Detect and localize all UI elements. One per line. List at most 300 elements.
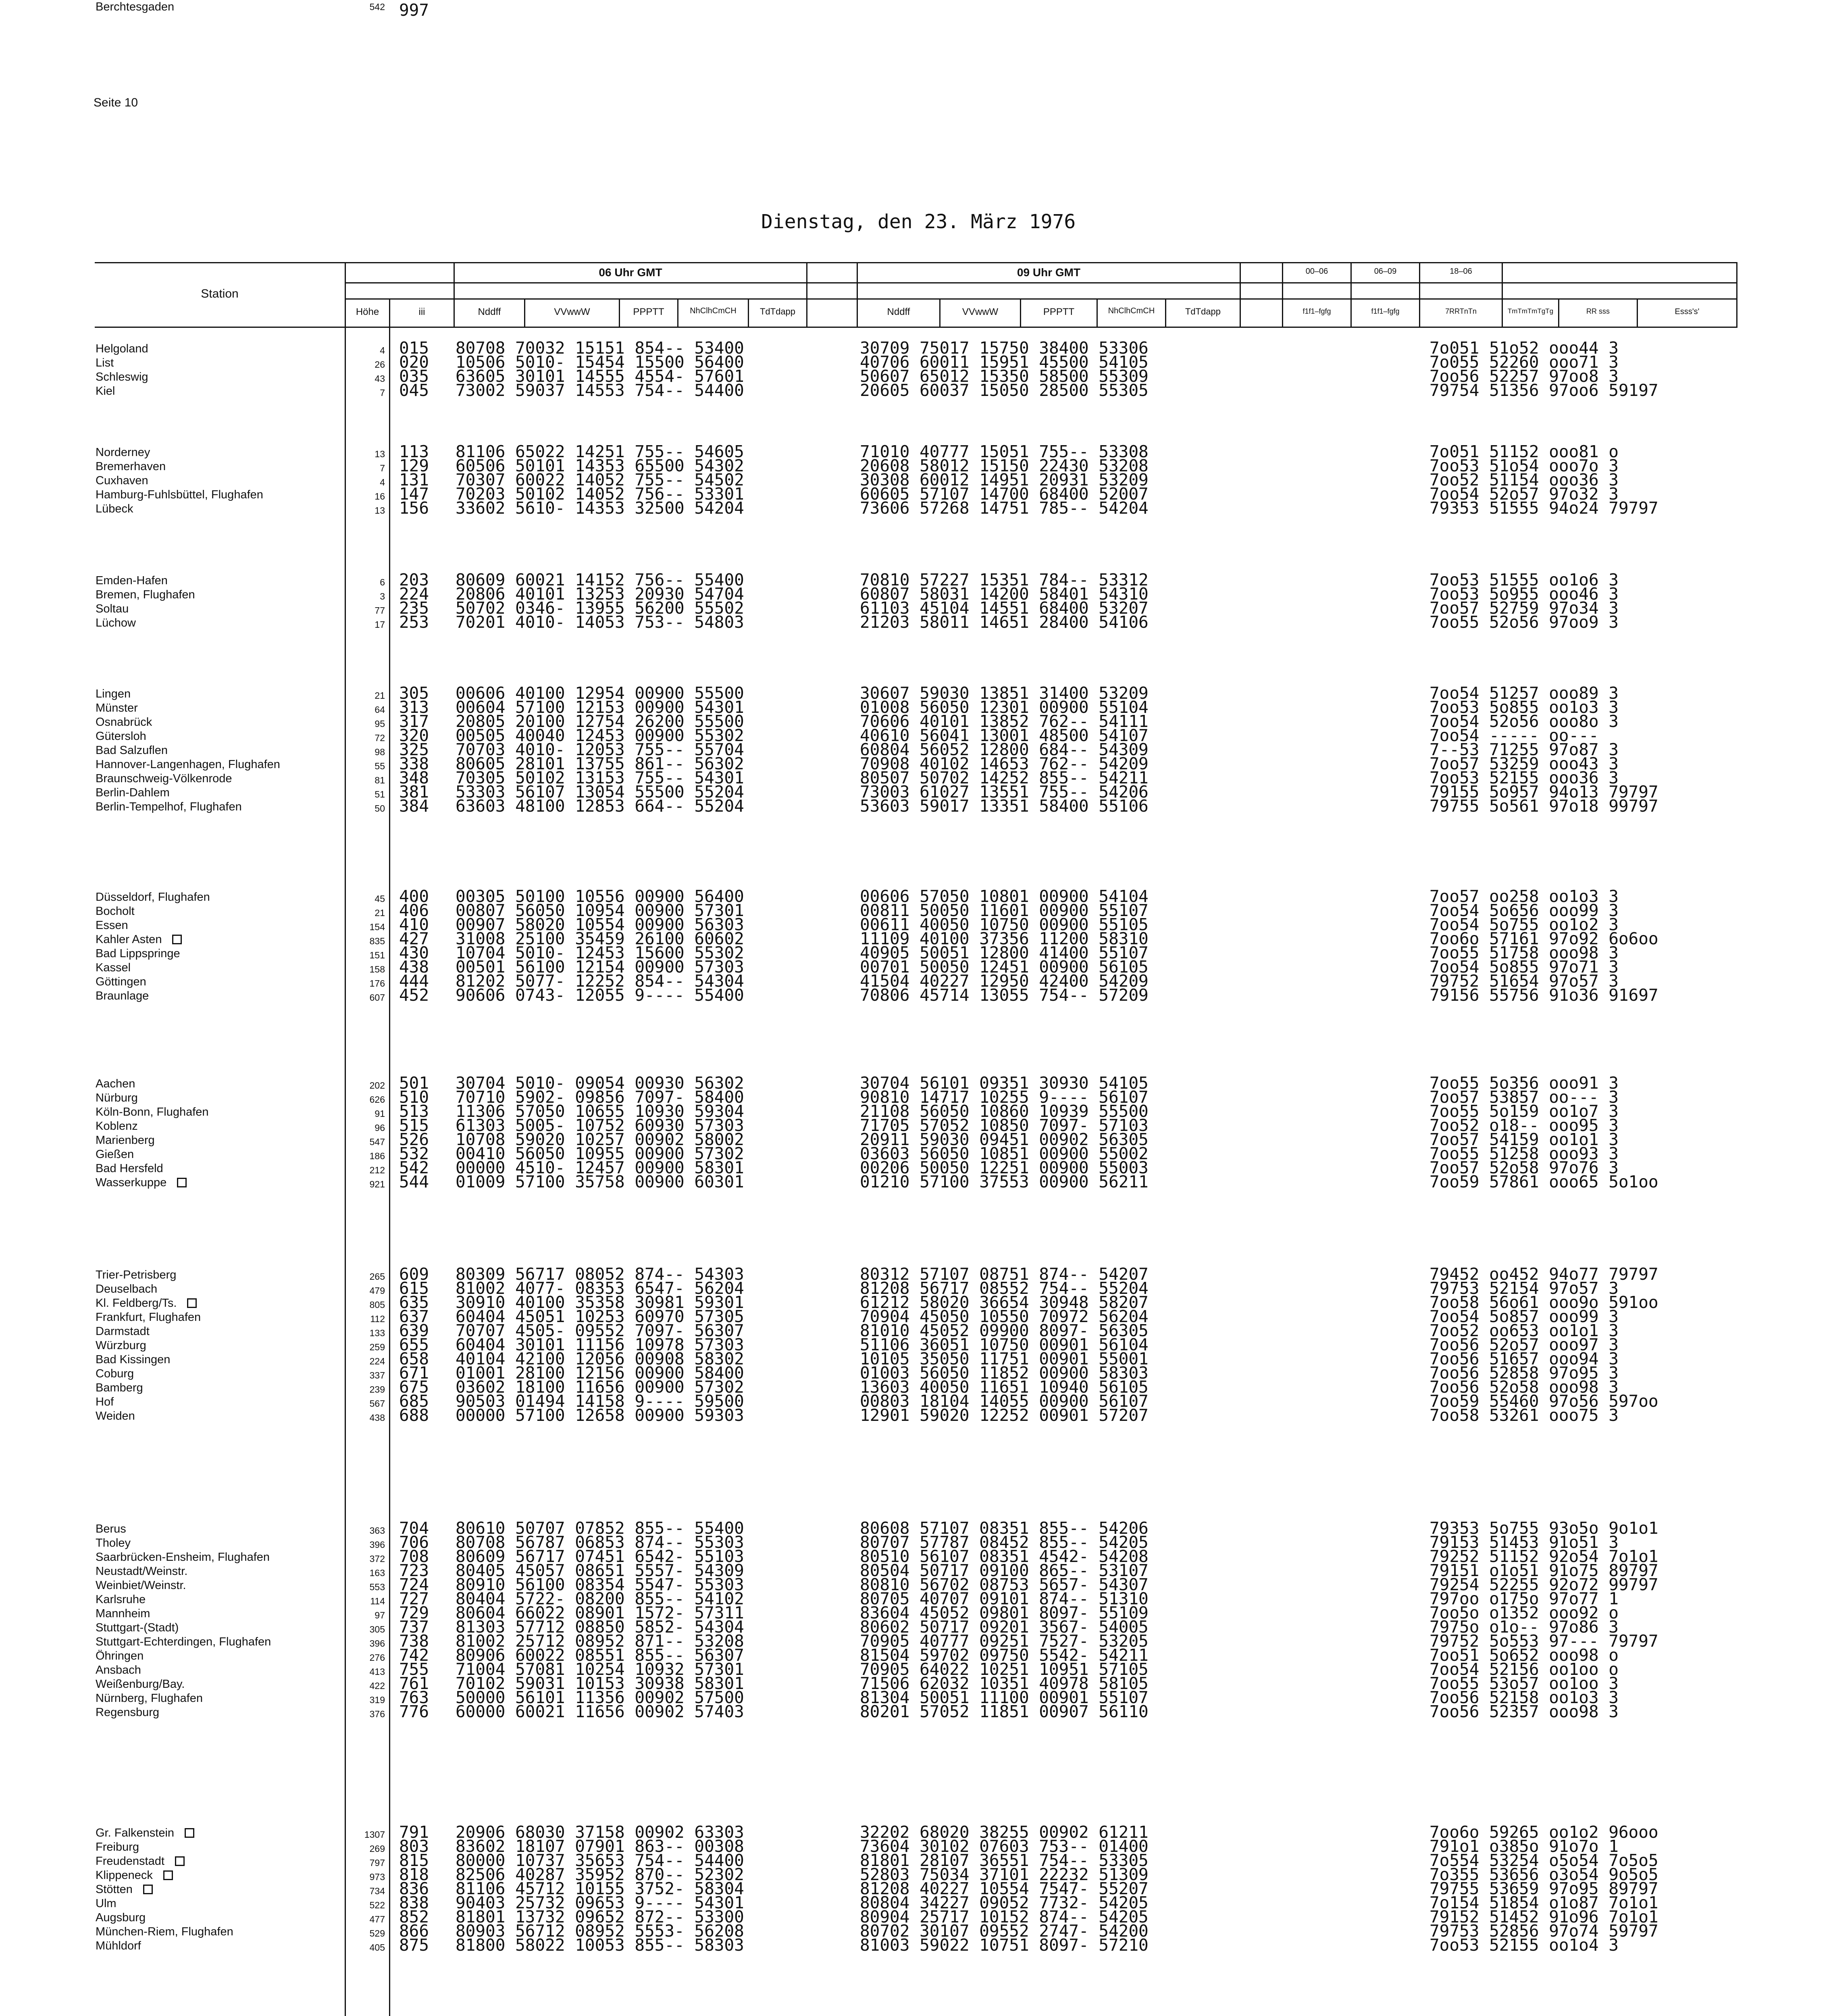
station-elevation: 3 bbox=[380, 591, 385, 602]
station-id: 776 bbox=[399, 1702, 429, 1721]
obs-09-values: 40905 50051 12800 41400 55107 bbox=[860, 943, 1149, 962]
daily-summary-values: 7oo53 51555 oo1o6 3 bbox=[1429, 570, 1619, 589]
station-id: 737 bbox=[399, 1617, 429, 1637]
station-name: Ansbach bbox=[96, 1664, 141, 1677]
station-name: Kl. Feldberg/Ts. bbox=[96, 1296, 337, 1310]
obs-06-values: 60404 30101 11156 10978 57303 bbox=[456, 1335, 744, 1354]
obs-06-values: 33602 5610- 14353 32500 54204 bbox=[456, 498, 744, 518]
station-id: 156 bbox=[399, 498, 429, 518]
obs-06-values: 10506 5010- 15454 15500 56400 bbox=[456, 352, 744, 372]
station-elevation: 55 bbox=[375, 761, 385, 771]
station-name: Wasserkuppe bbox=[96, 1176, 337, 1189]
obs-09-values: 50607 65012 15350 58500 55309 bbox=[860, 367, 1149, 386]
station-id: 515 bbox=[399, 1116, 429, 1135]
station-name: Weiden bbox=[96, 1410, 135, 1422]
station-id: 708 bbox=[399, 1547, 429, 1566]
daily-summary-values: 7o051 51152 ooo81 o bbox=[1429, 442, 1619, 461]
daily-summary-values: 7oo6o 59265 oo1o2 96ooo bbox=[1429, 1822, 1658, 1842]
ttdapp-header-06: TdTdapp bbox=[759, 306, 796, 317]
station-id: 818 bbox=[399, 1865, 429, 1884]
station-id: 131 bbox=[399, 470, 429, 489]
daily-summary-values: 79753 52856 97o74 59797 bbox=[1429, 1921, 1658, 1941]
daily-summary-values: 7oo54 51257 ooo89 3 bbox=[1429, 683, 1619, 703]
station-name: Stuttgart-Echterdingen, Flughafen bbox=[96, 1635, 271, 1648]
daily-summary-values: 7oo57 53857 oo--- 3 bbox=[1429, 1087, 1619, 1107]
obs-06-values: 80708 70032 15151 854-- 53400 bbox=[456, 338, 744, 358]
station-elevation: 133 bbox=[369, 1328, 385, 1338]
daily-summary-values: 7oo55 51758 ooo98 3 bbox=[1429, 943, 1619, 962]
station-id: 671 bbox=[399, 1363, 429, 1383]
station-elevation: 265 bbox=[369, 1271, 385, 1282]
station-elevation: 186 bbox=[369, 1151, 385, 1161]
obs-09-values: 03603 56050 10851 00900 55002 bbox=[860, 1144, 1149, 1163]
gust-header-2: f1f1–fgfg bbox=[1371, 307, 1400, 315]
station-elevation: 97 bbox=[375, 1610, 385, 1620]
obs-06-values: 63603 48100 12853 664-- 55204 bbox=[456, 796, 744, 816]
obs-06-values: 50702 0346- 13955 56200 55502 bbox=[456, 598, 744, 618]
station-name: Bad Hersfeld bbox=[96, 1162, 163, 1175]
period-18-06-header: 18–06 bbox=[1450, 267, 1472, 276]
station-id: 444 bbox=[399, 971, 429, 991]
date-title: Dienstag, den 23. März 1976 bbox=[761, 210, 1076, 233]
obs-06-values: 31008 25100 35459 26100 60602 bbox=[456, 929, 744, 948]
station-elevation: 81 bbox=[375, 775, 385, 785]
obs-06-values: 70710 5902- 09856 7097- 58400 bbox=[456, 1087, 744, 1107]
station-name: Berlin-Dahlem bbox=[96, 786, 170, 799]
station-elevation: 163 bbox=[369, 1568, 385, 1578]
station-elevation: 43 bbox=[375, 373, 385, 384]
station-name: Köln-Bonn, Flughafen bbox=[96, 1106, 209, 1118]
daily-summary-values: 7oo53 52155 oo1o4 3 bbox=[1429, 1935, 1619, 1955]
obs-06-values: 80906 60022 08551 855-- 56307 bbox=[456, 1645, 744, 1665]
station-elevation: 734 bbox=[369, 1886, 385, 1896]
station-elevation: 553 bbox=[369, 1582, 385, 1592]
station-id: 320 bbox=[399, 726, 429, 745]
station-id: 615 bbox=[399, 1279, 429, 1298]
daily-summary-values: 7oo51 5o652 ooo98 o bbox=[1429, 1645, 1619, 1665]
station-elevation: 16 bbox=[375, 491, 385, 502]
station-elevation: 607 bbox=[369, 992, 385, 1003]
station-name: Münster bbox=[96, 702, 138, 714]
obs-06-values: 81303 57712 08850 5852- 54304 bbox=[456, 1617, 744, 1637]
station-elevation: 269 bbox=[369, 1843, 385, 1854]
station-name: Kahler Asten bbox=[96, 933, 337, 946]
daily-summary-values: 7oo57 oo258 oo1o3 3 bbox=[1429, 887, 1619, 906]
station-elevation: 805 bbox=[369, 1300, 385, 1310]
station-elevation: 626 bbox=[369, 1094, 385, 1105]
obs-09-values: 71506 62032 10351 40978 58105 bbox=[860, 1674, 1149, 1693]
station-id: 501 bbox=[399, 1073, 429, 1093]
station-elevation: 363 bbox=[369, 1525, 385, 1536]
page-number: Seite 10 bbox=[94, 96, 138, 109]
obs-09-values: 51106 36051 10750 00901 56104 bbox=[860, 1335, 1149, 1354]
station-id: 655 bbox=[399, 1335, 429, 1354]
obs-06-values: 80605 28101 13755 861-- 56302 bbox=[456, 754, 744, 773]
daily-summary-values: 7oo57 52o58 97o76 3 bbox=[1429, 1158, 1619, 1177]
obs-06-values: 80609 60021 14152 756-- 55400 bbox=[456, 570, 744, 589]
daily-summary-values: 7o055 52260 ooo71 3 bbox=[1429, 352, 1619, 372]
obs-09-values: 20911 59030 09451 00902 56305 bbox=[860, 1130, 1149, 1149]
obs-09-values: 70606 40101 13852 762-- 54111 bbox=[860, 712, 1149, 731]
obs-09-values: 61103 45104 14551 68400 53207 bbox=[860, 598, 1149, 618]
rr-header: 7RRTnTn bbox=[1445, 307, 1477, 315]
station-id: 532 bbox=[399, 1144, 429, 1163]
station-name: Hannover-Langenhagen, Flughafen bbox=[96, 758, 280, 771]
station-id: 742 bbox=[399, 1645, 429, 1665]
obs-06-values: 00501 56100 12154 00900 57303 bbox=[456, 957, 744, 977]
obs-06-values: 70707 4505- 09552 7097- 56307 bbox=[456, 1321, 744, 1340]
daily-summary-values: 79754 51356 97oo6 59197 bbox=[1429, 381, 1658, 400]
daily-summary-values: 7oo53 5o855 oo1o3 3 bbox=[1429, 698, 1619, 717]
station-name: Lübeck bbox=[96, 502, 133, 515]
daily-summary-values: 79152 51452 91o96 7o1o1 bbox=[1429, 1907, 1658, 1926]
station-name: Lüchow bbox=[96, 616, 136, 629]
vvwww-header-06: VVwwW bbox=[554, 306, 590, 317]
station-id: 755 bbox=[399, 1660, 429, 1679]
station-elevation: 4 bbox=[380, 477, 385, 487]
station-id: 763 bbox=[399, 1688, 429, 1707]
obs-06-values: 00807 56050 10954 00900 57301 bbox=[456, 901, 744, 920]
obs-06-values: 81002 4077- 08353 6547- 56204 bbox=[456, 1279, 744, 1298]
station-elevation: 202 bbox=[369, 1080, 385, 1091]
station-elevation: 522 bbox=[369, 1900, 385, 1910]
station-id: 430 bbox=[399, 943, 429, 962]
station-name: Bremerhaven bbox=[96, 460, 166, 473]
station-name: Emden-Hafen bbox=[96, 574, 168, 587]
station-name: Neustadt/Weinstr. bbox=[96, 1565, 188, 1578]
station-name: Hamburg-Fuhlsbüttel, Flughafen bbox=[96, 488, 263, 501]
station-elevation: 212 bbox=[369, 1165, 385, 1175]
station-elevation: 51 bbox=[375, 789, 385, 800]
station-elevation: 319 bbox=[369, 1695, 385, 1705]
nhcl-header-06: NhClhCmCH bbox=[690, 306, 737, 315]
obs-09-values: 00811 50050 11601 00900 55107 bbox=[860, 901, 1149, 920]
time-09-header: 09 Uhr GMT bbox=[1017, 266, 1081, 279]
daily-summary-values: 7oo52 oo653 oo1o1 3 bbox=[1429, 1321, 1619, 1340]
daily-summary-values: 7oo52 51154 ooo36 3 bbox=[1429, 470, 1619, 489]
station-elevation: 413 bbox=[369, 1666, 385, 1677]
daily-summary-values: 7oo56 52o58 ooo98 3 bbox=[1429, 1377, 1619, 1397]
daily-summary-values: 79755 5o561 97o18 99797 bbox=[1429, 796, 1658, 816]
station-id: 510 bbox=[399, 1087, 429, 1107]
station-name: Stötten bbox=[96, 1883, 337, 1896]
station-id: 020 bbox=[399, 352, 429, 372]
daily-summary-values: 7oo56 52o57 ooo97 3 bbox=[1429, 1335, 1619, 1354]
obs-09-values: 01008 56050 12301 00900 55104 bbox=[860, 698, 1149, 717]
station-elevation: 396 bbox=[369, 1638, 385, 1649]
obs-09-values: 00611 40050 10750 00900 55105 bbox=[860, 915, 1149, 934]
station-id: 235 bbox=[399, 598, 429, 618]
obs-06-values: 60000 60021 11656 00902 57403 bbox=[456, 1702, 744, 1721]
obs-06-values: 70201 4010- 14053 753-- 54803 bbox=[456, 612, 744, 632]
station-id: 729 bbox=[399, 1603, 429, 1622]
station-id: 427 bbox=[399, 929, 429, 948]
obs-06-values: 30910 40100 35358 30981 59301 bbox=[456, 1293, 744, 1312]
obs-09-values: 73003 61027 13551 755-- 54206 bbox=[860, 782, 1149, 802]
obs-06-values: 81202 5077- 12252 854-- 54304 bbox=[456, 971, 744, 991]
daily-summary-values: 7--53 71255 97o87 3 bbox=[1429, 740, 1619, 759]
obs-06-values: 10704 5010- 12453 15600 55302 bbox=[456, 943, 744, 962]
obs-09-values: 01003 56050 11852 00900 58303 bbox=[860, 1363, 1149, 1383]
obs-09-values: 81801 28107 36551 754-- 53305 bbox=[860, 1851, 1149, 1870]
station-name: Helgoland bbox=[96, 342, 148, 355]
station-elevation: 239 bbox=[369, 1384, 385, 1395]
station-elevation: 224 bbox=[369, 1356, 385, 1366]
obs-06-values: 80609 56717 07451 6542- 55103 bbox=[456, 1547, 744, 1566]
obs-09-values: 52803 75034 37101 22232 51309 bbox=[860, 1865, 1149, 1884]
daily-summary-values: 7oo55 5o159 oo1o7 3 bbox=[1429, 1102, 1619, 1121]
station-elevation: 542 bbox=[369, 2, 385, 12]
daily-summary-values: 7oo53 51o54 ooo7o 3 bbox=[1429, 456, 1619, 475]
station-id: 836 bbox=[399, 1879, 429, 1898]
station-name: Bad Kissingen bbox=[96, 1353, 171, 1366]
station-elevation: 376 bbox=[369, 1709, 385, 1719]
period-00-06-header: 00–06 bbox=[1305, 267, 1328, 276]
obs-09-values: 41504 40227 12950 42400 54209 bbox=[860, 971, 1149, 991]
obs-06-values: 20806 40101 13253 20930 54704 bbox=[456, 584, 744, 604]
daily-summary-values: 7oo58 56o61 ooo9o 591oo bbox=[1429, 1293, 1658, 1312]
obs-06-values: 20805 20100 12754 26200 55500 bbox=[456, 712, 744, 731]
obs-06-values: 90403 25732 09653 9---- 54301 bbox=[456, 1893, 744, 1912]
station-id: 253 bbox=[399, 612, 429, 632]
station-name: Braunschweig-Völkenrode bbox=[96, 772, 232, 785]
station-name: Würzburg bbox=[96, 1339, 146, 1352]
obs-06-values: 70203 50102 14052 756-- 53301 bbox=[456, 484, 744, 504]
obs-06-values: 00604 57100 12153 00900 54301 bbox=[456, 698, 744, 717]
station-elevation: 21 bbox=[375, 690, 385, 701]
station-name: Augsburg bbox=[96, 1911, 146, 1924]
station-name: Lingen bbox=[96, 687, 131, 700]
obs-09-values: 90810 14717 10255 9---- 56107 bbox=[860, 1087, 1149, 1107]
obs-06-values: 70102 59031 10153 30938 58301 bbox=[456, 1674, 744, 1693]
obs-09-values: 80702 30107 09552 2747- 54200 bbox=[860, 1921, 1149, 1941]
obs-06-values: 00410 56050 10955 00900 57302 bbox=[456, 1144, 744, 1163]
obs-09-values: 70905 64022 10251 10951 57105 bbox=[860, 1660, 1149, 1679]
station-elevation: 17 bbox=[375, 619, 385, 630]
obs-06-values: 53303 56107 13054 55500 55204 bbox=[456, 782, 744, 802]
daily-summary-values: 7oo53 5o955 ooo46 3 bbox=[1429, 584, 1619, 604]
obs-09-values: 70905 40777 09251 7527- 53205 bbox=[860, 1631, 1149, 1651]
station-header: Station bbox=[201, 287, 239, 300]
station-name: Bamberg bbox=[96, 1381, 143, 1394]
obs-06-values: 50000 56101 11356 00902 57500 bbox=[456, 1688, 744, 1707]
daily-summary-values: 7oo56 52158 oo1o3 3 bbox=[1429, 1688, 1619, 1707]
daily-summary-values: 79254 52255 92o72 99797 bbox=[1429, 1575, 1658, 1594]
station-id: 035 bbox=[399, 367, 429, 386]
obs-06-values: 63605 30101 14555 4554- 57601 bbox=[456, 367, 744, 386]
station-name: Mannheim bbox=[96, 1607, 150, 1620]
daily-summary-values: 7oo54 ----- oo--- bbox=[1429, 726, 1609, 745]
station-name: Mühldorf bbox=[96, 1939, 141, 1952]
obs-06-values: 80404 5722- 08200 855-- 54102 bbox=[456, 1589, 744, 1608]
obs-06-values: 70307 60022 14052 755-- 54502 bbox=[456, 470, 744, 489]
daily-summary-values: 79153 51453 91o51 3 bbox=[1429, 1533, 1619, 1552]
mountain-station-marker-icon bbox=[175, 1856, 185, 1866]
obs-09-values: 80608 57107 08351 855-- 54206 bbox=[860, 1518, 1149, 1538]
obs-09-values: 60605 57107 14700 68400 52007 bbox=[860, 484, 1149, 504]
obs-09-values: 21203 58011 14651 28400 54106 bbox=[860, 612, 1149, 632]
obs-06-values: 60404 45051 10253 60970 57305 bbox=[456, 1307, 744, 1326]
station-elevation: 7 bbox=[380, 387, 385, 398]
period-06-09-header: 06–09 bbox=[1374, 267, 1397, 276]
station-elevation: 259 bbox=[369, 1342, 385, 1352]
daily-summary-values: 7o554 53254 o5o54 7o5o5 bbox=[1429, 1851, 1658, 1870]
obs-09-values: 81208 40227 10554 7547- 55207 bbox=[860, 1879, 1149, 1898]
daily-summary-values: 7oo56 52257 97oo8 3 bbox=[1429, 367, 1619, 386]
station-name: Düsseldorf, Flughafen bbox=[96, 891, 210, 904]
daily-summary-values: 79452 oo452 94o77 79797 bbox=[1429, 1264, 1658, 1284]
station-name: Norderney bbox=[96, 446, 150, 459]
station-name: Gießen bbox=[96, 1148, 134, 1161]
station-name: Deuselbach bbox=[96, 1283, 158, 1295]
station-id: 381 bbox=[399, 782, 429, 802]
station-name: Stuttgart-(Stadt) bbox=[96, 1621, 179, 1634]
gust-header-1: f1f1–fgfg bbox=[1303, 307, 1331, 315]
obs-09-values: 80504 50717 09100 865-- 53107 bbox=[860, 1561, 1149, 1580]
station-name: Klippeneck bbox=[96, 1868, 337, 1882]
station-name: Coburg bbox=[96, 1367, 134, 1380]
station-elevation: 26 bbox=[375, 359, 385, 370]
station-name: Bad Salzuflen bbox=[96, 744, 168, 757]
obs-06-values: 70305 50102 13153 755-- 54301 bbox=[456, 768, 744, 787]
obs-09-values: 60804 56052 12800 684-- 54309 bbox=[860, 740, 1149, 759]
obs-06-values: 60506 50101 14353 65500 54302 bbox=[456, 456, 744, 475]
station-elevation: 91 bbox=[375, 1108, 385, 1119]
station-elevation: 45 bbox=[375, 893, 385, 904]
daily-summary-values: 7oo56 52858 97o95 3 bbox=[1429, 1363, 1619, 1383]
obs-09-values: 80510 56107 08351 4542- 54208 bbox=[860, 1547, 1149, 1566]
station-id: 129 bbox=[399, 456, 429, 475]
daily-summary-values: 7oo53 52155 ooo36 3 bbox=[1429, 768, 1619, 787]
station-id: 866 bbox=[399, 1921, 429, 1941]
obs-06-values: 00606 40100 12954 00900 55500 bbox=[456, 683, 744, 703]
station-id: 338 bbox=[399, 754, 429, 773]
obs-06-values: 90503 01494 14158 9---- 59500 bbox=[456, 1391, 744, 1411]
station-id: 400 bbox=[399, 887, 429, 906]
station-name: Osnabrück bbox=[96, 716, 152, 729]
daily-summary-values: 7o051 51o52 ooo44 3 bbox=[1429, 338, 1619, 358]
station-elevation: 96 bbox=[375, 1123, 385, 1133]
station-name: Essen bbox=[96, 919, 128, 932]
mountain-station-marker-icon bbox=[185, 1828, 194, 1838]
obs-06-values: 00000 57100 12658 00900 59303 bbox=[456, 1406, 744, 1425]
obs-09-values: 13603 40050 11651 10940 56105 bbox=[860, 1377, 1149, 1397]
ppptt-header-06: PPPTT bbox=[633, 306, 664, 317]
obs-09-values: 61212 58020 36654 30948 58207 bbox=[860, 1293, 1149, 1312]
obs-09-values: 10105 35050 11751 00901 55001 bbox=[860, 1349, 1149, 1368]
daily-summary-values: 7oo59 57861 ooo65 5o1oo bbox=[1429, 1172, 1658, 1191]
station-name: Nürburg bbox=[96, 1091, 138, 1104]
station-elevation: 405 bbox=[369, 1942, 385, 1953]
obs-06-values: 81106 45712 10155 3752- 58304 bbox=[456, 1879, 744, 1898]
daily-summary-values: 7oo54 52o57 97o32 3 bbox=[1429, 484, 1619, 504]
station-id: 791 bbox=[399, 1822, 429, 1842]
daily-summary-values: 79156 55756 91o36 91697 bbox=[1429, 985, 1658, 1005]
obs-09-values: 30704 56101 09351 30930 54105 bbox=[860, 1073, 1149, 1093]
obs-09-values: 80904 25717 10152 874-- 54205 bbox=[860, 1907, 1149, 1926]
obs-09-values: 20608 58012 15150 22430 53208 bbox=[860, 456, 1149, 475]
station-name: Ulm bbox=[96, 1897, 117, 1910]
station-id: 838 bbox=[399, 1893, 429, 1912]
daily-summary-values: 7oo6o 57161 97o92 6o6oo bbox=[1429, 929, 1658, 948]
station-elevation: 72 bbox=[375, 733, 385, 743]
obs-09-values: 40610 56041 13001 48500 54107 bbox=[860, 726, 1149, 745]
daily-summary-values: 7oo55 51258 ooo93 3 bbox=[1429, 1144, 1619, 1163]
daily-summary-values: 7oo54 52o56 ooo8o 3 bbox=[1429, 712, 1619, 731]
station-name: Freiburg bbox=[96, 1841, 139, 1854]
daily-summary-values: 7oo55 52o56 97oo9 3 bbox=[1429, 612, 1619, 632]
iii-header: iii bbox=[418, 306, 425, 317]
station-name: Berchtesgaden bbox=[96, 0, 175, 13]
station-name: List bbox=[96, 356, 114, 369]
obs-09-values: 80201 57052 11851 00907 56110 bbox=[860, 1702, 1149, 1721]
obs-09-values: 00606 57050 10801 00900 54104 bbox=[860, 887, 1149, 906]
obs-09-values: 30709 75017 15750 38400 53306 bbox=[860, 338, 1149, 358]
station-name: Trier-Petrisberg bbox=[96, 1268, 177, 1281]
obs-09-values: 81003 59022 10751 8097- 57210 bbox=[860, 1935, 1149, 1955]
obs-09-values: 80705 40707 09101 874-- 51310 bbox=[860, 1589, 1149, 1608]
station-name: Nürnberg, Flughafen bbox=[96, 1692, 203, 1705]
station-id: 724 bbox=[399, 1575, 429, 1594]
station-id: 224 bbox=[399, 584, 429, 604]
station-elevation: 921 bbox=[369, 1179, 385, 1189]
station-elevation: 305 bbox=[369, 1624, 385, 1635]
station-elevation: 835 bbox=[369, 936, 385, 946]
obs-09-values: 00701 50050 12451 00900 56105 bbox=[860, 957, 1149, 977]
daily-summary-values: 7oo54 52156 oo1oo o bbox=[1429, 1660, 1619, 1679]
station-id: 203 bbox=[399, 570, 429, 589]
obs-06-values: 11306 57050 10655 10930 59304 bbox=[456, 1102, 744, 1121]
station-name: Koblenz bbox=[96, 1120, 138, 1133]
daily-summary-values: 79753 52154 97o57 3 bbox=[1429, 1279, 1619, 1298]
nddff-header-06: Nddff bbox=[478, 306, 501, 317]
station-name: Frankfurt, Flughafen bbox=[96, 1311, 201, 1324]
daily-summary-values: 797oo o175o 97o77 1 bbox=[1429, 1589, 1619, 1608]
station-id: 706 bbox=[399, 1533, 429, 1552]
station-id: 875 bbox=[399, 1935, 429, 1955]
station-elevation: 372 bbox=[369, 1554, 385, 1564]
station-elevation: 154 bbox=[369, 922, 385, 932]
obs-09-values: 30308 60012 14951 20931 53209 bbox=[860, 470, 1149, 489]
daily-summary-values: 7oo59 55460 97o56 597oo bbox=[1429, 1391, 1658, 1411]
station-name: Aachen bbox=[96, 1077, 135, 1090]
station-elevation: 396 bbox=[369, 1539, 385, 1550]
daily-summary-values: 791o1 o385o 91o7o 1 bbox=[1429, 1837, 1619, 1856]
station-id: 609 bbox=[399, 1264, 429, 1284]
obs-06-values: 80708 56787 06853 874-- 55303 bbox=[456, 1533, 744, 1552]
station-id: 658 bbox=[399, 1349, 429, 1368]
station-id: 113 bbox=[399, 442, 429, 461]
obs-09-values: 81304 50051 11100 00901 55107 bbox=[860, 1688, 1149, 1707]
obs-06-values: 01001 28100 12156 00900 58400 bbox=[456, 1363, 744, 1383]
station-elevation: 422 bbox=[369, 1681, 385, 1691]
station-name: Bocholt bbox=[96, 905, 135, 918]
obs-06-values: 00305 50100 10556 00900 56400 bbox=[456, 887, 744, 906]
obs-09-values: 00803 18104 14055 00900 56107 bbox=[860, 1391, 1149, 1411]
daily-summary-values: 79252 51152 92o54 7o1o1 bbox=[1429, 1547, 1658, 1566]
station-id: 410 bbox=[399, 915, 429, 934]
daily-summary-values: 7oo54 5o656 ooo99 3 bbox=[1429, 901, 1619, 920]
obs-06-values: 80405 45057 08651 5557- 54309 bbox=[456, 1561, 744, 1580]
station-elevation: 276 bbox=[369, 1652, 385, 1663]
station-id: 815 bbox=[399, 1851, 429, 1870]
daily-summary-values: 7oo54 5o855 97o71 3 bbox=[1429, 957, 1619, 977]
time-06-header: 06 Uhr GMT bbox=[599, 266, 662, 279]
station-id: 685 bbox=[399, 1391, 429, 1411]
station-elevation: 1307 bbox=[364, 1829, 385, 1840]
station-name: Marienberg bbox=[96, 1134, 155, 1147]
daily-summary-values: 7oo57 53259 ooo43 3 bbox=[1429, 754, 1619, 773]
